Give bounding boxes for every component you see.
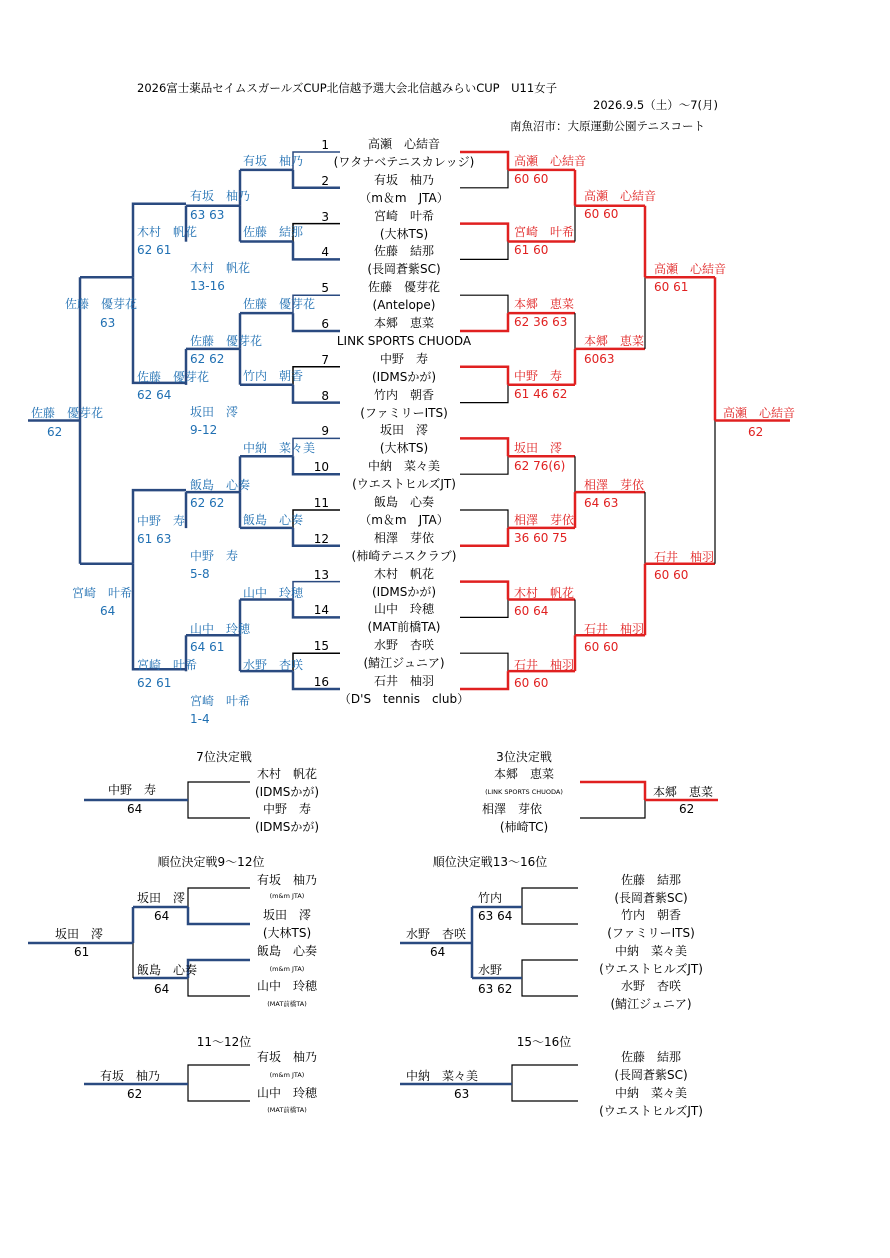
entry-number: 16 bbox=[313, 675, 329, 689]
entry-club: (大林TS) bbox=[379, 441, 429, 456]
entry-name: 佐藤 優芽花 bbox=[367, 280, 441, 295]
p3-line bbox=[580, 800, 645, 818]
p13-player3-club: (ウエストヒルズJT) bbox=[599, 962, 703, 976]
entry-club: (MAT前橋TA) bbox=[367, 620, 441, 635]
entry-name: 石井 柚羽 bbox=[373, 674, 435, 688]
entry-number: 13 bbox=[313, 567, 329, 582]
cons-r1-name: 水野 杏咲 bbox=[243, 658, 304, 672]
p7-player1-name: 木村 帆花 bbox=[256, 767, 318, 781]
entry-name: 相澤 芽依 bbox=[373, 530, 435, 545]
entry-club: （D'S tennis club） bbox=[338, 692, 470, 706]
entry-club: (IDMSかが) bbox=[371, 369, 437, 384]
main-r1-score: 60 60 bbox=[514, 676, 549, 690]
main-r1-line bbox=[460, 671, 508, 689]
entry-number: 6 bbox=[321, 317, 329, 331]
cons-r2-name: 木村 帆花 bbox=[137, 225, 198, 239]
p9-player4-club: (MAT前橋TA) bbox=[267, 1000, 307, 1008]
main-r2-name: 相澤 芽依 bbox=[584, 478, 645, 492]
p9-semi1-score: 64 bbox=[154, 909, 170, 923]
p11-player2-club: (MAT前橋TA) bbox=[267, 1106, 307, 1114]
cons-r2-score: 13-16 bbox=[190, 279, 225, 293]
p15-player2-name: 中納 菜々美 bbox=[614, 1086, 688, 1100]
p7-title: 7位決定戦 bbox=[196, 750, 252, 764]
p7-line bbox=[188, 800, 250, 818]
p11-title: 11～12位 bbox=[196, 1035, 252, 1049]
p3-player1-club: (LINK SPORTS CHUODA) bbox=[485, 788, 563, 796]
p13-player2-name: 竹内 朝香 bbox=[620, 908, 682, 922]
cons-r2-name: 宮崎 叶希 bbox=[137, 658, 198, 672]
cons-r2-score: 61 63 bbox=[137, 532, 172, 546]
p11-winner-score: 62 bbox=[127, 1087, 143, 1101]
p9-line bbox=[188, 907, 250, 924]
main-r1-name: 高瀬 心結音 bbox=[514, 154, 587, 168]
p13-winner-name: 水野 杏咲 bbox=[406, 927, 467, 941]
main-r2-name: 高瀬 心結音 bbox=[584, 189, 657, 203]
p9-line bbox=[188, 960, 250, 978]
p3-winner-name: 本郷 恵菜 bbox=[653, 785, 714, 799]
entry-name: 高瀬 心結音 bbox=[367, 137, 441, 151]
main-r1-line bbox=[460, 367, 508, 385]
main-r1-score: 62 36 63 bbox=[514, 315, 568, 329]
main-r1-name: 宮崎 叶希 bbox=[514, 225, 575, 239]
main-r1-name: 木村 帆花 bbox=[514, 586, 575, 600]
p13-line bbox=[522, 960, 578, 978]
cons-r1-score: 64 61 bbox=[190, 640, 225, 654]
main-r1-name: 中野 寿 bbox=[514, 369, 563, 383]
p13-player1-name: 佐藤 結那 bbox=[620, 873, 682, 887]
p11-line bbox=[188, 1084, 250, 1101]
p11-player2-name: 山中 玲穂 bbox=[256, 1086, 318, 1100]
main-r2-name: 本郷 恵菜 bbox=[584, 334, 645, 348]
main-r1-line bbox=[460, 313, 508, 331]
main-r1-line bbox=[460, 295, 508, 313]
cons-r2-name: 宮崎 叶希 bbox=[190, 694, 251, 708]
entry-number: 11 bbox=[313, 496, 329, 510]
p9-semi2-name: 飯島 心奏 bbox=[137, 963, 198, 977]
p11-player1-name: 有坂 柚乃 bbox=[256, 1050, 318, 1064]
main-r1-line bbox=[460, 170, 508, 188]
cons-r3-score: 63 bbox=[100, 316, 116, 330]
p3-line bbox=[580, 782, 645, 800]
cons-r2-score: 62 61 bbox=[137, 243, 172, 257]
entry-number: 5 bbox=[321, 281, 329, 296]
p15-title: 15～16位 bbox=[516, 1035, 572, 1049]
entry-club: (柿崎テニスクラブ) bbox=[351, 548, 457, 563]
entry-club: （m＆m JTA） bbox=[359, 190, 449, 205]
entry-number: 15 bbox=[313, 639, 329, 654]
main-r1-score: 61 60 bbox=[514, 243, 549, 257]
cons-r1-line bbox=[293, 313, 340, 331]
p9-line bbox=[188, 888, 250, 907]
p13-line bbox=[522, 978, 578, 996]
entry-name: 山中 玲穂 bbox=[373, 602, 435, 617]
p13-semi1-score: 63 64 bbox=[478, 909, 513, 923]
main-r1-score: 62 76(6) bbox=[514, 459, 566, 473]
main-r1-line bbox=[460, 224, 508, 242]
cons-r3-name: 宮崎 叶希 bbox=[72, 586, 133, 600]
p9-title: 順位決定戦9～12位 bbox=[157, 855, 265, 869]
p9-winner-name: 坂田 澪 bbox=[55, 927, 104, 941]
cons-r2-name: 佐藤 優芽花 bbox=[137, 370, 210, 384]
entry-club: (長岡蒼紫SC) bbox=[367, 262, 441, 277]
cons-winner-name: 佐藤 優芽花 bbox=[31, 406, 104, 420]
p15-player1-name: 佐藤 結那 bbox=[620, 1050, 682, 1064]
cons-r2-name: 中野 寿 bbox=[190, 549, 239, 563]
cons-r3-line bbox=[133, 277, 186, 383]
cons-r1-score: 62 62 bbox=[190, 352, 225, 366]
p7-line bbox=[188, 782, 250, 800]
main-r1-name: 石井 柚羽 bbox=[514, 658, 575, 672]
p15-line bbox=[512, 1065, 578, 1084]
cons-r2-score: 62 61 bbox=[137, 676, 172, 690]
p7-player2-club: (IDMSかが) bbox=[254, 820, 320, 834]
cons-r1-name: 有坂 柚乃 bbox=[243, 154, 304, 168]
main-r1-line bbox=[460, 438, 508, 456]
p15-player1-club: (長岡蒼紫SC) bbox=[614, 1068, 688, 1082]
venue: 南魚沼市：大原運動公園テニスコート bbox=[510, 119, 706, 133]
cons-r1-name: 佐藤 結那 bbox=[243, 225, 304, 239]
p3-player2-club: (柿崎TC) bbox=[499, 820, 549, 834]
p9-player2-name: 坂田 澪 bbox=[262, 908, 312, 922]
main-r1-name: 坂田 澪 bbox=[514, 441, 563, 455]
p15-winner-name: 中納 菜々美 bbox=[406, 1069, 479, 1083]
p3-winner-score: 62 bbox=[679, 802, 695, 816]
cons-r2-score: 9-12 bbox=[190, 423, 218, 437]
cons-r1-name: 山中 玲穂 bbox=[243, 586, 304, 600]
entry-name: 水野 杏咲 bbox=[373, 638, 435, 653]
event-date: 2026.9.5（土）～7(月) bbox=[593, 98, 719, 112]
entry-number: 7 bbox=[321, 352, 329, 367]
p13-player1-club: (長岡蒼紫SC) bbox=[614, 891, 688, 905]
main-r3-name: 高瀬 心結音 bbox=[654, 262, 727, 276]
entry-name: 竹内 朝香 bbox=[373, 387, 435, 402]
cons-r1-name: 飯島 心奏 bbox=[190, 478, 251, 492]
p11-player1-club: (m&m JTA) bbox=[269, 1071, 305, 1079]
main-r1-score: 60 64 bbox=[514, 604, 549, 618]
p13-line bbox=[522, 888, 578, 907]
p13-semi2-score: 63 62 bbox=[478, 982, 513, 996]
p9-winner-score: 61 bbox=[74, 945, 90, 959]
p9-player3-club: (m&m JTA) bbox=[269, 965, 305, 973]
p15-player2-club: (ウエストヒルズJT) bbox=[599, 1104, 703, 1118]
p7-player1-club: (IDMSかが) bbox=[254, 785, 320, 799]
main-r1-line bbox=[460, 582, 508, 600]
main-r1-line bbox=[460, 456, 508, 474]
cons-r1-name: 中納 菜々美 bbox=[243, 441, 316, 455]
p3-player2-name: 相澤 芽依 bbox=[481, 802, 543, 816]
p9-player2-club: (大林TS) bbox=[262, 926, 312, 940]
cons-r2-score: 5-8 bbox=[190, 567, 210, 581]
p13-player3-name: 中納 菜々美 bbox=[614, 944, 688, 958]
entry-number: 14 bbox=[313, 603, 329, 618]
main-r2-score: 60 60 bbox=[584, 640, 619, 654]
main-r2-score: 60 60 bbox=[584, 207, 619, 221]
p13-line bbox=[522, 907, 578, 924]
main-r2-score: 6063 bbox=[584, 352, 615, 366]
entry-club: (IDMSかが) bbox=[371, 584, 437, 599]
p13-player4-name: 水野 杏咲 bbox=[620, 979, 682, 993]
main-winner-name: 高瀬 心結音 bbox=[723, 406, 796, 420]
cons-r1-name: 有坂 柚乃 bbox=[190, 189, 251, 203]
main-r1-score: 36 60 75 bbox=[514, 531, 568, 545]
main-r1-name: 本郷 恵菜 bbox=[514, 297, 575, 311]
p13-player2-club: (ファミリーITS) bbox=[607, 926, 695, 940]
entry-club: (Antelope) bbox=[372, 298, 436, 313]
entry-number: 10 bbox=[313, 460, 329, 475]
entry-number: 8 bbox=[321, 388, 329, 403]
main-r1-score: 60 60 bbox=[514, 172, 549, 186]
cons-r2-score: 62 64 bbox=[137, 388, 172, 402]
p9-line bbox=[188, 978, 250, 996]
entry-club: (ワタナベテニスカレッジ) bbox=[333, 155, 475, 169]
cons-r3-line bbox=[133, 204, 186, 278]
p9-semi2-score: 64 bbox=[154, 982, 170, 996]
entry-name: 木村 帆花 bbox=[373, 566, 435, 581]
p7-winner-name: 中野 寿 bbox=[108, 783, 157, 797]
cons-r3-score: 64 bbox=[100, 604, 116, 618]
p13-title: 順位決定戦13～16位 bbox=[432, 855, 548, 869]
cons-r1-line bbox=[293, 242, 340, 260]
main-r1-name: 相澤 芽依 bbox=[514, 513, 575, 527]
main-winner-score: 62 bbox=[748, 425, 764, 439]
p13-semi1-name: 竹内 bbox=[478, 891, 503, 905]
p13-player4-club: (鯖江ジュニア) bbox=[610, 997, 692, 1011]
entry-number: 4 bbox=[321, 245, 329, 260]
p11-line bbox=[188, 1065, 250, 1084]
main-r1-score: 61 46 62 bbox=[514, 387, 568, 401]
entry-name: 有坂 柚乃 bbox=[373, 172, 435, 187]
p7-winner-score: 64 bbox=[127, 802, 143, 816]
entry-name: 本郷 恵菜 bbox=[373, 316, 435, 330]
entry-club: LINK SPORTS CHUODA bbox=[336, 334, 472, 348]
p13-semi2-name: 水野 bbox=[478, 963, 503, 977]
main-r1-line bbox=[460, 242, 508, 260]
p9-player1-name: 有坂 柚乃 bbox=[256, 873, 318, 887]
main-r1-line bbox=[460, 385, 508, 403]
cons-r1-line bbox=[293, 385, 340, 403]
main-r2-name: 石井 柚羽 bbox=[584, 622, 645, 636]
entry-number: 1 bbox=[321, 138, 329, 152]
p3-title: 3位決定戦 bbox=[496, 750, 552, 764]
p11-winner-name: 有坂 柚乃 bbox=[100, 1069, 161, 1083]
main-r1-line bbox=[460, 653, 508, 671]
entry-number: 3 bbox=[321, 209, 329, 224]
main-r1-line bbox=[460, 528, 508, 546]
cons-r1-name: 佐藤 優芽花 bbox=[190, 334, 263, 348]
main-r3-score: 60 61 bbox=[654, 280, 689, 294]
cons-r1-name: 飯島 心奏 bbox=[243, 513, 304, 527]
p9-semi1-name: 坂田 澪 bbox=[137, 891, 186, 905]
entry-name: 飯島 心奏 bbox=[373, 495, 435, 509]
entry-name: 坂田 澪 bbox=[379, 423, 429, 438]
entry-club: (大林TS) bbox=[379, 226, 429, 241]
cons-r3-name: 佐藤 優芽花 bbox=[65, 297, 138, 311]
entry-name: 佐藤 結那 bbox=[373, 244, 435, 259]
cons-r1-score: 63 63 bbox=[190, 208, 225, 222]
cons-r1-line bbox=[293, 170, 340, 188]
p9-player1-club: (m&m JTA) bbox=[269, 892, 305, 900]
main-r3-name: 石井 柚羽 bbox=[654, 550, 715, 564]
cons-r1-name: 竹内 朝香 bbox=[243, 369, 304, 383]
cons-r1-name: 山中 玲穂 bbox=[190, 622, 251, 636]
entry-name: 宮崎 叶希 bbox=[373, 208, 435, 223]
main-r1-line bbox=[460, 510, 508, 528]
entry-club: (ファミリーITS) bbox=[360, 405, 448, 420]
cons-r2-score: 1-4 bbox=[190, 712, 210, 726]
cons-r3-line bbox=[133, 564, 186, 670]
p13-winner-score: 64 bbox=[430, 945, 446, 959]
p9-player4-name: 山中 玲穂 bbox=[256, 979, 318, 993]
main-r1-line bbox=[460, 600, 508, 618]
entry-name: 中納 菜々美 bbox=[367, 459, 441, 474]
cons-r2-name: 中野 寿 bbox=[137, 514, 186, 528]
p3-player1-name: 本郷 恵菜 bbox=[493, 767, 555, 781]
page-title: 2026富士薬品セイムスガールズCUP北信越予選大会北信越みらいCUP U11女子 bbox=[137, 81, 558, 95]
cons-winner-score: 62 bbox=[47, 425, 63, 439]
p15-winner-score: 63 bbox=[454, 1087, 470, 1101]
entry-number: 9 bbox=[321, 424, 329, 439]
p9-player3-name: 飯島 心奏 bbox=[256, 944, 318, 958]
cons-r2-name: 坂田 澪 bbox=[190, 405, 239, 419]
entry-number: 2 bbox=[321, 173, 329, 188]
entry-club: （m＆m JTA） bbox=[359, 513, 449, 527]
entry-name: 中野 寿 bbox=[379, 351, 429, 366]
cons-r1-name: 佐藤 優芽花 bbox=[243, 297, 316, 311]
cons-r2-name: 木村 帆花 bbox=[190, 261, 251, 275]
main-r2-score: 64 63 bbox=[584, 496, 619, 510]
p7-player2-name: 中野 寿 bbox=[262, 802, 312, 816]
p15-line bbox=[512, 1084, 578, 1101]
main-r3-score: 60 60 bbox=[654, 568, 689, 582]
cons-r1-score: 62 62 bbox=[190, 496, 225, 510]
entry-number: 12 bbox=[313, 531, 329, 546]
entry-club: (鯖江ジュニア) bbox=[363, 656, 445, 671]
entry-club: (ウエストヒルズJT) bbox=[352, 477, 456, 492]
